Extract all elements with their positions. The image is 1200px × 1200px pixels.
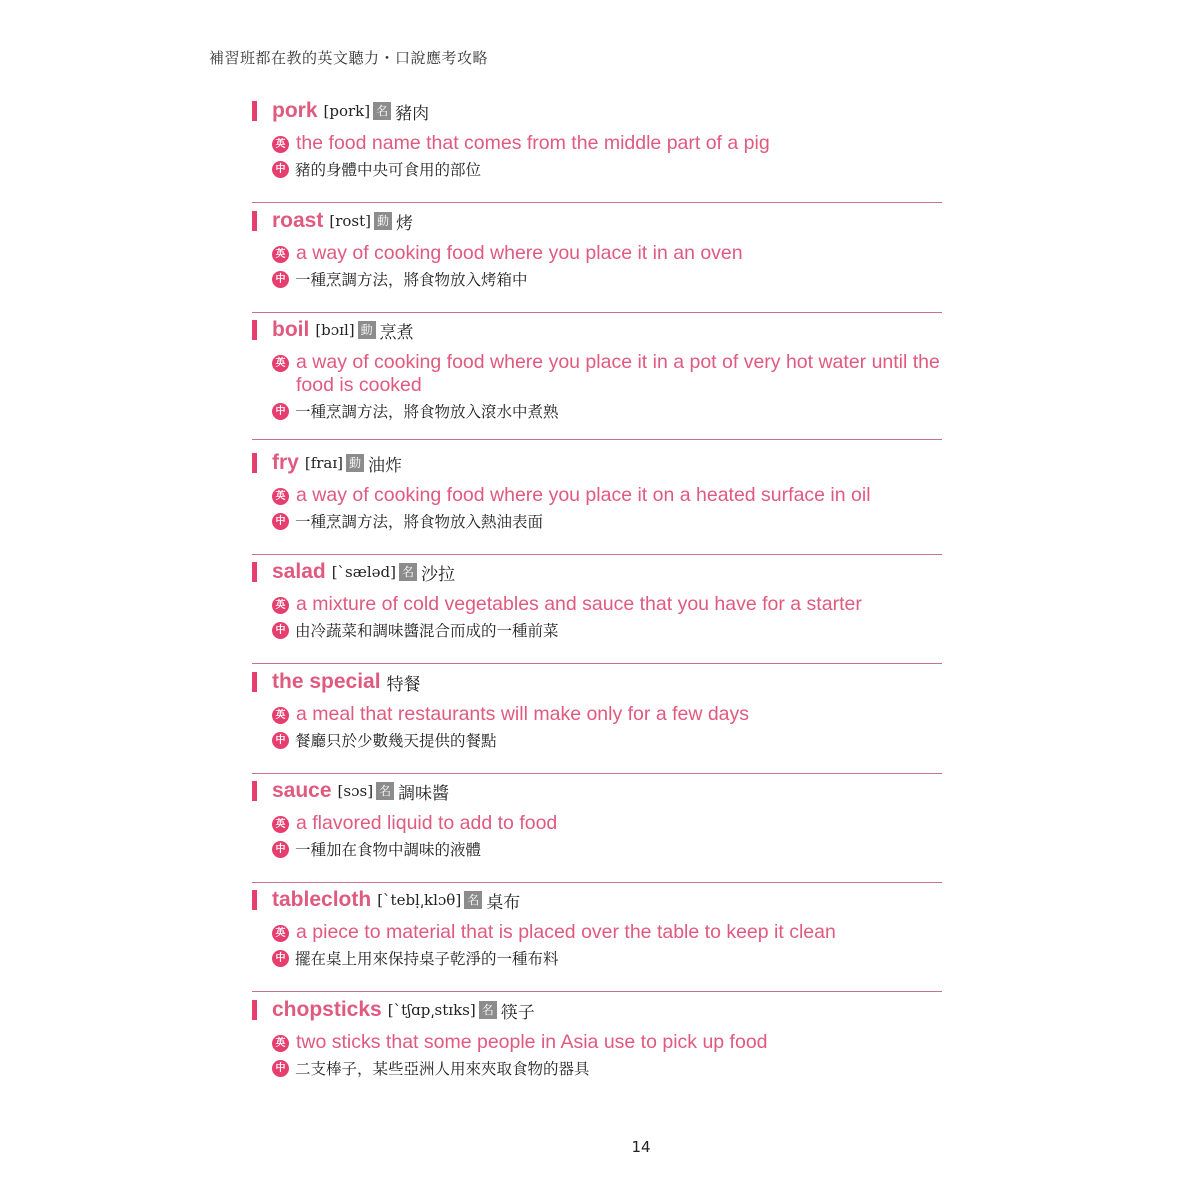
entry-heading [252, 559, 455, 585]
english-definition-text: a way of cooking food where you place it in a pot of very hot water until the food is cooked [296, 351, 940, 396]
entry-word: fry [272, 451, 299, 474]
part-of-speech-badge: 動 [346, 454, 364, 472]
chinese-badge-icon: 中 [272, 732, 289, 749]
entry-chinese-word: 桌布 [486, 892, 521, 913]
page-number: 14 [631, 1138, 651, 1156]
chinese-badge-icon: 中 [272, 403, 289, 420]
part-of-speech-badge: 名 [464, 891, 482, 909]
entry-marker [252, 101, 257, 121]
chinese-definition-text: 豬的身體中央可食用的部位 [295, 161, 482, 179]
entry-heading [252, 450, 402, 476]
entry-word: sauce [272, 779, 332, 802]
vocab-entry-salad [252, 559, 942, 664]
chinese-definition-text: 擺在桌上用來保持桌子乾淨的一種布料 [295, 950, 559, 968]
entry-phonetic: [ˋtebḷ͵klɔθ] [377, 891, 462, 909]
entry-phonetic: [rost] [329, 212, 371, 230]
part-of-speech-badge: 名 [399, 563, 417, 581]
chinese-badge-icon: 中 [272, 1060, 289, 1077]
entry-phonetic: [ˋsæləd] [331, 563, 396, 581]
entry-marker [252, 320, 257, 340]
chinese-definition-text: 二支棒子，某些亞洲人用來夾取食物的器具 [295, 1060, 590, 1078]
entry-heading [252, 887, 520, 913]
english-definition-text: a way of cooking food where you place it in an oven [296, 242, 743, 264]
vocab-entry-the-special [252, 669, 942, 774]
chinese-definition [272, 729, 497, 751]
chinese-badge-icon: 中 [272, 161, 289, 178]
entry-phonetic: [pork] [323, 102, 371, 120]
english-badge-icon: 英 [272, 246, 289, 263]
entry-phonetic: [fraɪ] [304, 454, 344, 472]
chinese-definition [272, 619, 559, 641]
vocab-entry-tablecloth [252, 887, 942, 992]
entry-divider [252, 202, 942, 203]
entry-heading [252, 669, 421, 695]
entry-divider [252, 773, 942, 774]
english-definition-text: a way of cooking food where you place it on a heated surface in oil [296, 484, 871, 506]
chinese-definition [272, 400, 559, 422]
english-definition-text: two sticks that some people in Asia use to pick up food [296, 1031, 768, 1053]
entry-chinese-word: 油炸 [368, 455, 403, 476]
english-definition [272, 921, 942, 944]
english-definition-text: a piece to material that is placed over the table to keep it clean [296, 921, 836, 943]
english-definition [272, 242, 942, 265]
english-badge-icon: 英 [272, 597, 289, 614]
english-definition [272, 484, 942, 507]
entry-chinese-word: 特餐 [386, 674, 421, 695]
entry-chinese-word: 調味醬 [398, 783, 450, 804]
chinese-definition [272, 510, 543, 532]
part-of-speech-badge: 名 [479, 1001, 497, 1019]
entry-word: chopsticks [272, 998, 382, 1021]
chinese-definition-text: 一種烹調方法，將食物放入熱油表面 [295, 513, 544, 531]
english-badge-icon: 英 [272, 816, 289, 833]
english-definition [272, 593, 942, 616]
english-badge-icon: 英 [272, 488, 289, 505]
entry-marker [252, 781, 257, 801]
entry-marker [252, 1000, 257, 1020]
english-definition [272, 1031, 942, 1054]
chinese-definition [272, 947, 559, 969]
entry-marker [252, 562, 257, 582]
entry-heading [252, 317, 414, 343]
entry-marker [252, 211, 257, 231]
entry-heading [252, 778, 449, 804]
chinese-definition-text: 餐廳只於少數幾天提供的餐點 [295, 732, 497, 750]
english-definition [272, 351, 942, 397]
entry-word: salad [272, 560, 326, 583]
chinese-definition [272, 268, 528, 290]
entry-word: roast [272, 209, 324, 232]
entry-chinese-word: 沙拉 [420, 564, 455, 585]
chinese-badge-icon: 中 [272, 841, 289, 858]
part-of-speech-badge: 名 [376, 782, 394, 800]
english-definition-text: a flavored liquid to add to food [296, 812, 558, 834]
part-of-speech-badge: 名 [373, 102, 391, 120]
chinese-definition [272, 838, 481, 860]
entry-phonetic: [ˋtʃɑp͵stɪks] [387, 1001, 476, 1019]
chinese-definition [272, 158, 481, 180]
chinese-badge-icon: 中 [272, 271, 289, 288]
chinese-definition-text: 一種烹調方法，將食物放入烤箱中 [295, 271, 528, 289]
chinese-badge-icon: 中 [272, 513, 289, 530]
english-badge-icon: 英 [272, 136, 289, 153]
chinese-badge-icon: 中 [272, 622, 289, 639]
entry-divider [252, 439, 942, 440]
entry-heading [252, 208, 413, 234]
english-definition-text: a meal that restaurants will make only for a few days [296, 703, 750, 725]
english-definition [272, 812, 942, 835]
chinese-badge-icon: 中 [272, 950, 289, 967]
entry-divider [252, 991, 942, 992]
english-badge-icon: 英 [272, 707, 289, 724]
vocab-entry-fry [252, 450, 942, 555]
entry-heading [252, 997, 535, 1023]
chinese-definition [272, 1057, 590, 1079]
vocab-entry-boil [252, 317, 942, 440]
vocab-entry-chopsticks [252, 997, 942, 1102]
entry-divider [252, 663, 942, 664]
english-badge-icon: 英 [272, 1035, 289, 1052]
entry-divider [252, 882, 942, 883]
vocab-entry-pork [252, 98, 942, 203]
chinese-definition-text: 一種烹調方法，將食物放入滾水中煮熟 [295, 403, 559, 421]
entry-chinese-word: 豬肉 [395, 103, 430, 124]
vocab-entry-roast [252, 208, 942, 313]
part-of-speech-badge: 動 [374, 212, 392, 230]
running-head: 補習班都在教的英文聽力・口說應考攻略 [209, 49, 489, 67]
entry-word: pork [272, 99, 318, 122]
entry-chinese-word: 烹煮 [379, 322, 414, 343]
entry-marker [252, 453, 257, 473]
english-badge-icon: 英 [272, 925, 289, 942]
entry-marker [252, 890, 257, 910]
english-definition-text: the food name that comes from the middle part of a pig [296, 132, 770, 154]
entry-heading [252, 98, 429, 124]
chinese-definition-text: 由冷蔬菜和調味醬混合而成的一種前菜 [295, 622, 559, 640]
english-definition-text: a mixture of cold vegetables and sauce that you have for a starter [296, 593, 862, 615]
english-definition [272, 132, 942, 155]
entry-phonetic: [sɔs] [337, 782, 374, 800]
entry-word: boil [272, 318, 310, 341]
english-badge-icon: 英 [272, 355, 289, 372]
english-definition [272, 703, 942, 726]
entry-marker [252, 672, 257, 692]
entry-divider [252, 554, 942, 555]
entry-phonetic: [bɔɪl] [315, 321, 355, 339]
entry-chinese-word: 烤 [396, 213, 413, 234]
entry-word: the special [272, 670, 381, 693]
entry-word: tablecloth [272, 888, 372, 911]
part-of-speech-badge: 動 [358, 321, 376, 339]
vocab-entry-sauce [252, 778, 942, 883]
chinese-definition-text: 一種加在食物中調味的液體 [295, 841, 482, 859]
entry-chinese-word: 筷子 [500, 1002, 535, 1023]
entry-divider [252, 312, 942, 313]
